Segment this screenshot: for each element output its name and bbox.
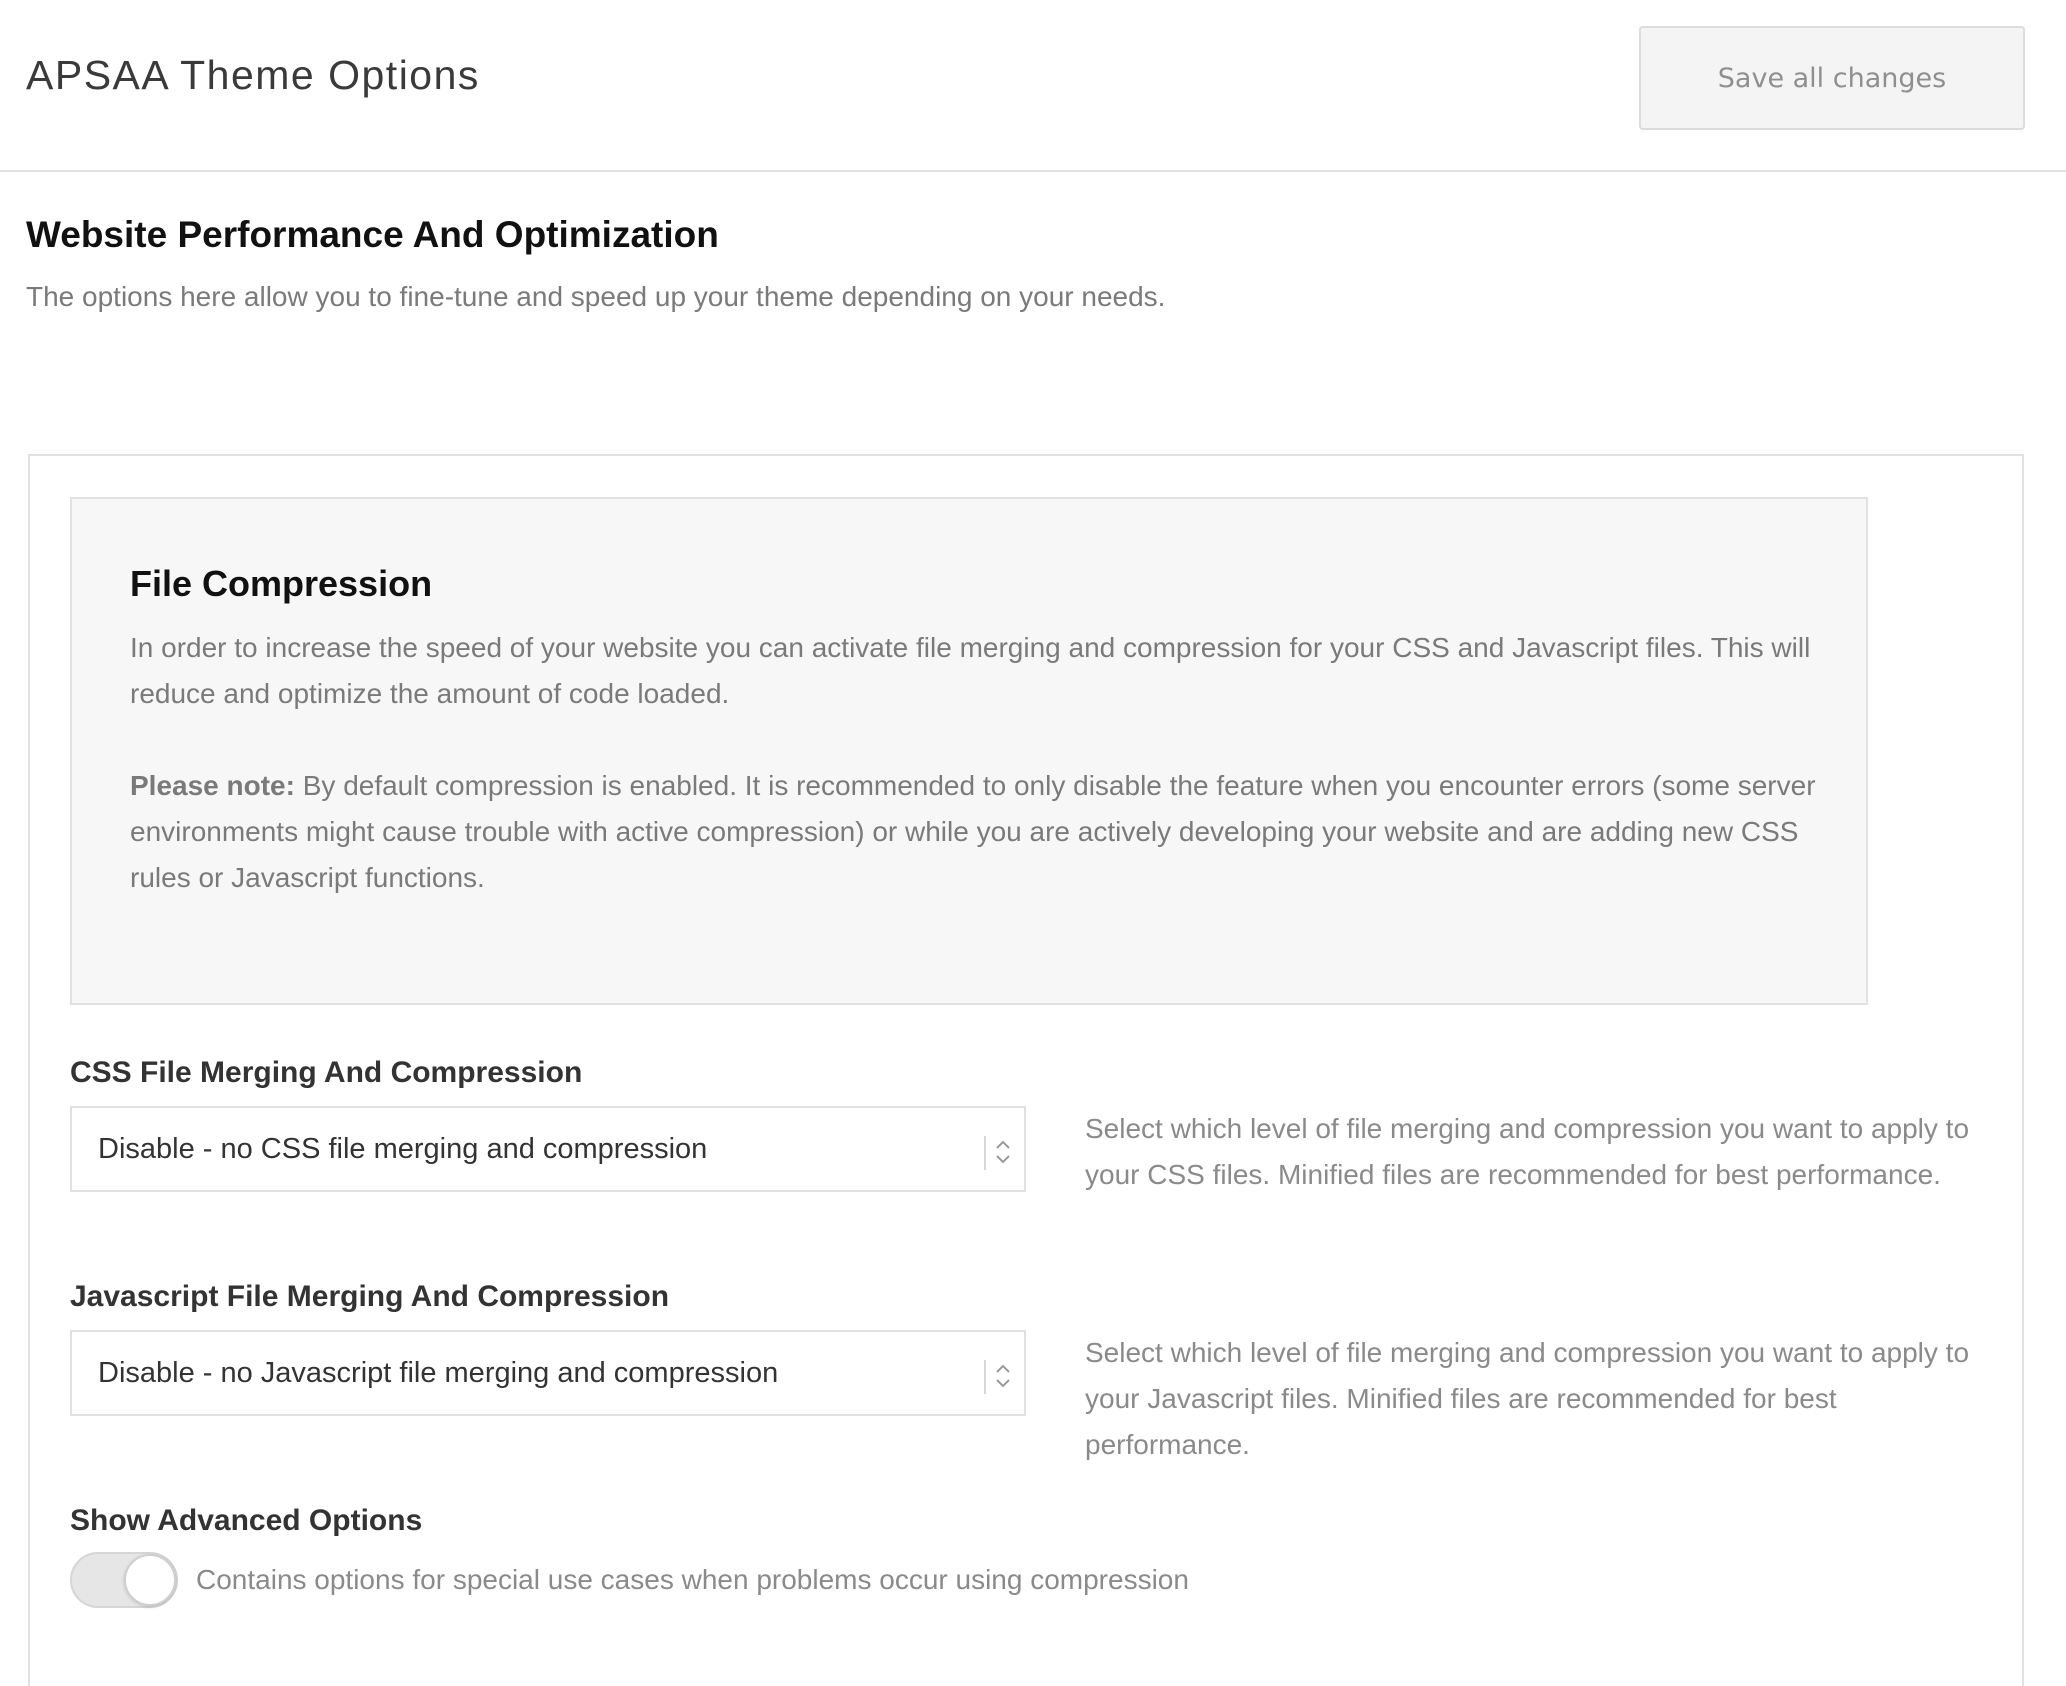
save-all-changes-button[interactable]: Save all changes	[1639, 26, 2025, 130]
chevron-up-down-icon	[992, 1134, 1014, 1170]
js-compression-help: Select which level of file merging and compression you want to apply to your Javascript files. Minified files are recommended for best performance.	[1085, 1337, 1970, 1460]
chevron-up-down-icon	[992, 1358, 1014, 1394]
note-text: By default compression is enabled. It is recommended to only disable the feature when you encounter errors (some server environments might cause trouble with active compression) or while you are actively developing your website and are adding new CSS rules or Javascript functions.	[130, 770, 1816, 893]
advanced-options-toggle[interactable]	[70, 1552, 178, 1608]
js-compression-label: Javascript File Merging And Compression	[70, 1280, 670, 1313]
section-title: Website Performance And Optimization	[26, 214, 719, 255]
info-box-paragraph: In order to increase the speed of your website you can activate file merging and compression for your CSS and Javascript files. This will reduce and optimize the amount of code loaded.	[130, 632, 1811, 709]
css-compression-help: Select which level of file merging and compression you want to apply to your CSS files. Minified files are recommended for best performance.	[1085, 1113, 1970, 1190]
page-header	[0, 0, 2066, 172]
info-box-note	[130, 763, 1830, 901]
note-label: Please note:	[130, 770, 295, 801]
file-compression-info-box	[70, 497, 1868, 1005]
info-box-title: File Compression	[130, 563, 433, 604]
toggle-knob	[124, 1554, 176, 1606]
select-divider	[984, 1360, 986, 1394]
section-description: The options here allow you to fine-tune and speed up your theme depending on your needs.	[26, 281, 1166, 312]
css-compression-label: CSS File Merging And Compression	[70, 1056, 583, 1089]
css-compression-selected-value: Disable - no CSS file merging and compression	[98, 1133, 708, 1165]
js-compression-select[interactable]	[70, 1330, 1026, 1416]
css-compression-select[interactable]	[70, 1106, 1026, 1192]
page-title: APSAA Theme Options	[26, 52, 480, 98]
advanced-options-description: Contains options for special use cases when problems occur using compression	[196, 1564, 1189, 1595]
select-divider	[984, 1136, 986, 1170]
advanced-options-label: Show Advanced Options	[70, 1504, 423, 1537]
js-compression-selected-value: Disable - no Javascript file merging and compression	[98, 1357, 779, 1389]
